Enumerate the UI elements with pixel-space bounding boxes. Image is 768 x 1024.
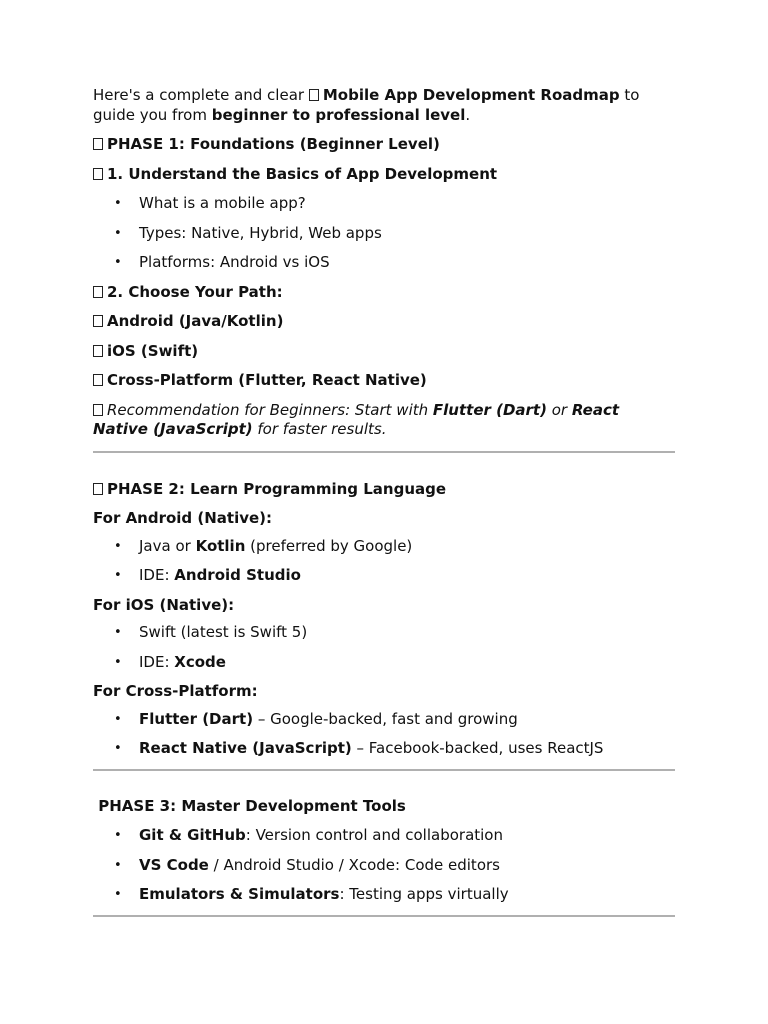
android-native-heading: For Android (Native): (93, 509, 273, 527)
phase2-heading (93, 480, 675, 500)
list-item: • Git & GitHub: Version control and collaboration (93, 826, 675, 846)
list-item: • Platforms: Android vs iOS (93, 253, 675, 273)
cross-platform-heading: For Cross-Platform: (93, 682, 258, 700)
cross-platform-list (93, 710, 675, 759)
ios-native-heading: For iOS (Native): (93, 595, 235, 614)
list-item: • What is a mobile app? (93, 194, 675, 214)
intro-paragraph (93, 86, 675, 125)
section-divider (93, 451, 675, 453)
list-item: • Swift (latest is Swift 5) (93, 623, 675, 643)
box-glyph-icon (93, 404, 103, 416)
box-glyph-icon (93, 483, 103, 495)
list-item: • Java or Kotlin (preferred by Google) (93, 537, 675, 557)
phase1-heading (93, 135, 675, 155)
phase1-heading-text: PHASE 1: Foundations (Beginner Level) (107, 135, 440, 153)
list-item: • IDE: Xcode (93, 653, 675, 673)
box-glyph-icon (93, 168, 103, 180)
step1-heading (93, 165, 675, 185)
phase3-heading-text: PHASE 3: Master Development Tools (98, 796, 406, 815)
recommendation-suffix: for faster results. (252, 420, 387, 438)
step1-list (93, 194, 675, 273)
recommendation-react: React Native (JavaScript) (93, 400, 620, 438)
list-item: • Emulators & Simulators: Testing apps virtually (93, 885, 675, 905)
box-glyph-icon (93, 374, 103, 386)
box-glyph-icon (309, 89, 319, 101)
box-glyph-icon (93, 315, 103, 327)
step1-heading-text: 1. Understand the Basics of App Development (107, 164, 498, 183)
path-cross-platform (93, 371, 675, 391)
step2-heading (93, 283, 675, 303)
path-android-text: Android (Java/Kotlin) (107, 312, 284, 330)
box-glyph-icon (93, 138, 103, 150)
phase3-heading (93, 797, 675, 817)
ios-list (93, 623, 675, 672)
path-ios-text: iOS (Swift) (107, 341, 199, 360)
recommendation-flutter: Flutter (Dart) (432, 400, 547, 419)
level-text: beginner to professional level (211, 105, 466, 124)
list-item: • React Native (JavaScript) – Facebook-backed, uses ReactJS (93, 739, 675, 759)
intro-text: Here's a complete and clear (93, 86, 309, 104)
list-item: • VS Code / Android Studio / Xcode: Code editors (93, 856, 675, 876)
path-android (93, 312, 675, 332)
recommendation-text: Recommendation for Beginners: Start with (107, 400, 433, 419)
intro-text-middle: to guide you from (93, 86, 640, 124)
android-list (93, 537, 675, 586)
recommendation-or: or (546, 400, 572, 419)
path-cross-platform-text: Cross-Platform (Flutter, React Native) (107, 371, 427, 389)
section-divider (93, 769, 675, 771)
tools-list (93, 826, 675, 905)
box-glyph-icon (93, 345, 103, 357)
roadmap-title: Mobile App Development Roadmap (322, 86, 620, 104)
path-ios (93, 342, 675, 362)
recommendation-note (93, 401, 675, 440)
intro-period: . (465, 105, 471, 124)
document-page (93, 86, 675, 917)
step2-heading-text: 2. Choose Your Path: (107, 282, 283, 301)
list-item: • Types: Native, Hybrid, Web apps (93, 224, 675, 244)
list-item: • Flutter (Dart) – Google-backed, fast and growing (93, 710, 675, 730)
list-item: • IDE: Android Studio (93, 566, 675, 586)
phase2-heading-text: PHASE 2: Learn Programming Language (107, 479, 447, 498)
section-divider (93, 915, 675, 917)
box-glyph-icon (93, 286, 103, 298)
